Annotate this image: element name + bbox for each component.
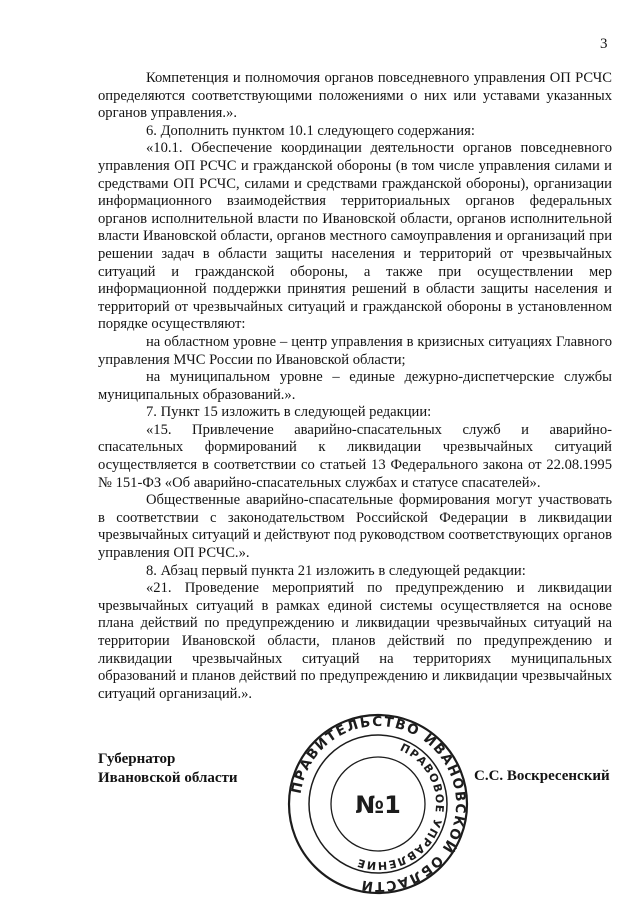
- paragraph: «15. Привлечение аварийно-спасательных служб и аварийно-спасательных формирований к ликвидации чрезвычайных ситуаций осуществляется в соответствии со статьей 13 Федерального закона от 22.08.1995 № 151-ФЗ «Об аварийно-спасательных службах и статусе спасателей».: [98, 421, 612, 491]
- official-seal: [286, 712, 470, 896]
- paragraph: на областном уровне – центр управления в кризисных ситуациях Главного управления МЧС России по Ивановской области;: [98, 333, 612, 368]
- paragraph: на муниципальном уровне – единые дежурно-диспетчерские службы муниципальных образований.».: [98, 369, 612, 403]
- seal-inner-text: ПРАВОВОЕ УПРАВЛЕНИЕ: [355, 740, 447, 873]
- paragraph: Компетенция и полномочия органов повседневного управления ОП РСЧС определяются соответствующими положениями о них или уставами указанных органов управления.».: [98, 70, 612, 122]
- paragraph: «21. Проведение мероприятий по предупреждению и ликвидации чрезвычайных ситуаций в рамках единой системы осуществляется на основе плана действий по предупреждению и ликвидации чрезвычайных ситуаций на территории Ивановской области, планов действий по предупреждению и ликвидации чрезвычайных ситуаций на территориях муниципальных образований и планов действий по предупреждению и ликвидации чрезвычайных ситуаций организаций.».: [98, 580, 612, 702]
- signatory-position: [98, 750, 238, 788]
- signatory-name: С.С. Воскресенский: [474, 768, 610, 784]
- document-body: [98, 70, 612, 703]
- paragraph: 7. Пункт 15 изложить в следующей редакции:: [146, 404, 432, 421]
- paragraph: 6. Дополнить пунктом 10.1 следующего содержания:: [146, 122, 475, 139]
- page-number: 3: [600, 36, 608, 52]
- paragraph: 8. Абзац первый пункта 21 изложить в следующей редакции:: [146, 562, 526, 579]
- seal-outer-text: ПРАВИТЕЛЬСТВО ИВАНОВСКОЙ ОБЛАСТИ: [288, 713, 469, 895]
- paragraph: Общественные аварийно-спасательные формирования могут участвовать в соответствии с законодательством Российской Федерации в ликвидации чрезвычайных ситуаций и действуют под руководством соответствующих органов управления ОП РСЧС.».: [98, 492, 612, 562]
- signatory-region: Ивановской области: [98, 770, 238, 786]
- paragraph: «10.1. Обеспечение координации деятельности органов повседневного управления ОП РСЧС и гражданской обороны (в том числе управления силами и средствами ОП РСЧС, силами и средствами гражданской обороны), организации информационного взаимодействия территориальных органов федеральных органов исполнительной власти по Ивановской области, органов исполнительной власти Ивановской области, органов местного самоуправления и организаций при решении задач в области защиты населения и территорий от чрезвычайных ситуаций и гражданской обороны, а также при осуществлении мер информационной поддержки принятия решений в области защиты населения и территорий от чрезвычайных ситуаций и гражданской обороны в установленном порядке осуществляют:: [98, 140, 612, 333]
- seal-number: №1: [355, 791, 401, 819]
- signatory-title: Губернатор: [98, 751, 176, 767]
